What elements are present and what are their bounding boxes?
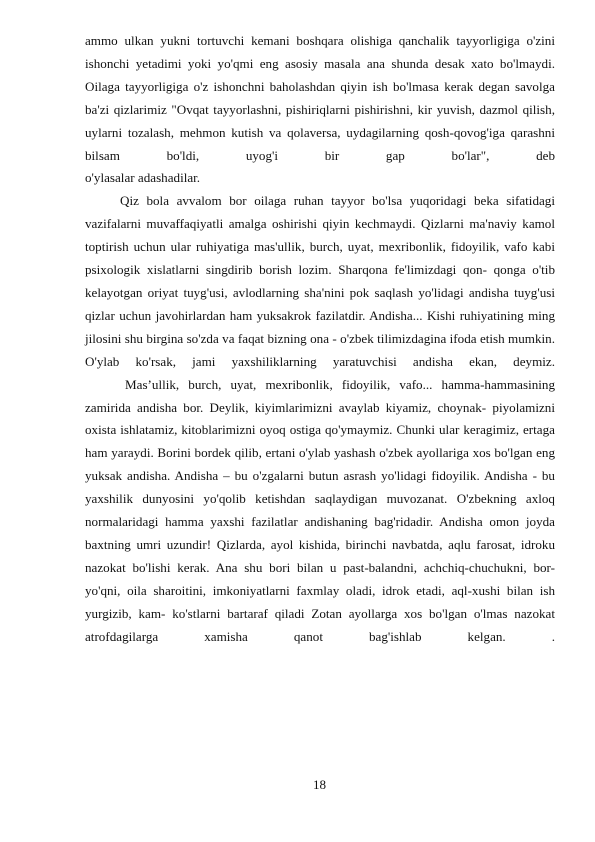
- page-number: 18: [312, 777, 327, 792]
- text-line: bo'lmaydi. Oilaga tayyorligiga o'z ishonchni baholashdan qiyin ish bo'lmasa kerak: [85, 55, 555, 94]
- text-line-last: o'ylasalar adashadilar.: [85, 170, 201, 186]
- text-line: ko'stlarni bartaraf qiladi Zotan ayollarga xos bo'lgan o'lmas nazokat atrofdagilarga: [85, 605, 555, 644]
- text-line: Mas’ullik, burch, uyat, mexribonlik, fidoyilik, vafo... hamma-hammasining: [125, 376, 555, 392]
- text-line: imkoniyatlarni faxmlay oladi, idrok etadi, aql-xushi bilan ish yurgizib, kam-: [85, 582, 555, 621]
- text-line: o'zini ishonchi yetadimi yoki yo'qmi eng asosiy masala ana shunda desak xato: [85, 33, 555, 71]
- text-line: shu bori bilan u past-balandni, achchiq-chuchukni, bor-yo'qni, oila sharoitini,: [85, 559, 555, 598]
- body-text: [85, 30, 555, 648]
- text-line: keragimiz, ertaga ham yaraydi. Borini bordek qilib, ertani o'ylab yashash o'zbek: [85, 422, 555, 461]
- text-line: uydagilarning qosh-qovog'iga qarashni bilsam bo'ldi, uyog'i bir gap bo'lar", deb: [85, 124, 555, 163]
- text-line: xamisha qanot bag'ishlab kelgan. .: [204, 628, 555, 644]
- text-line: ayollariga xos bo'lgan eng yuksak andisha. Andisha – bu o'zgalarni butun asrash: [85, 445, 555, 484]
- text-line: andisha tuyg'usi qizlar uchun javohirlardan ham yuksakrok fazilatdir. Andisha...: [85, 284, 555, 323]
- paragraph-2: [85, 190, 555, 373]
- text-line: vafo kabi psixologik xislatlarni singdirib borish lozim. Sharqona fe'limizdagi qon-: [85, 239, 555, 278]
- text-line: saqlaydigan muvozanat. O'zbekning axloq normalaridagi hamma yaxshi fazilatlar: [85, 491, 555, 530]
- text-line: degan savolga ba'zi qizlarimiz "Ovqat tayyorlashni, pishiriqlarni pishirishni, kir: [85, 78, 555, 117]
- text-line: yuvish, dazmol qilish, uylarni tozalash, mehmon kutish va qolaversa,: [85, 101, 555, 140]
- text-line: vazifalarni muvaffaqiyatli amalga oshirishi qiyin kechmaydi. Qizlarni ma'naviy: [85, 216, 517, 232]
- text-line: Qiz bola avvalom bor oilaga ruhan tayyor bo'lsa yuqoridagi beka sifatidagi: [120, 193, 555, 209]
- text-line: qonga o'tib kelayotgan oriyat tuyg'usi, avlodlarning sha'nini pok saqlash yo'lidagi: [85, 262, 555, 300]
- text-line: ayol kishida, birinchi navbatda, aqlu farosat, idroku nazokat bo'lishi kerak. Ana: [85, 536, 555, 575]
- text-line: kamol toptirish uchun ular ruhiyatiga mas'ullik, burch, uyat, mexribonlik, fidoyilik,: [85, 216, 555, 255]
- text-line: yo'lidagi fidoyilik. Andisha - bu yaxshilik dunyosini yo'qolib ketishdan: [85, 468, 555, 507]
- text-line: yaratuvchisi andisha ekan, deymiz.: [332, 353, 555, 369]
- text-line: zamirida andisha bor. Deylik, kiyimlarimizni avaylab kiyamiz, choynak-: [85, 399, 487, 415]
- text-line: tilimizdagina ifoda etish mumkin. O'ylab ko'rsak, jami yaxshiliklarning: [85, 330, 555, 369]
- text-line: piyolamizni oxista ishlatamiz, kitoblarimizni oyoq ostiga qo'ymaymiz. Chunki ular: [85, 399, 555, 438]
- text-line: ammo ulkan yukni tortuvchi kemani boshqara olishiga qanchalik tayyorligiga: [85, 33, 520, 48]
- paragraph-3: [85, 374, 555, 649]
- text-line: Kishi ruhiyatining ming jilosini shu birgina so'zda va faqat bizning ona - o'zbek: [85, 307, 555, 346]
- paragraph-1: [85, 30, 555, 190]
- text-line: andishaning bag'ridadir. Andisha omon joyda baxtning umri uzundir! Qizlarda,: [85, 514, 555, 552]
